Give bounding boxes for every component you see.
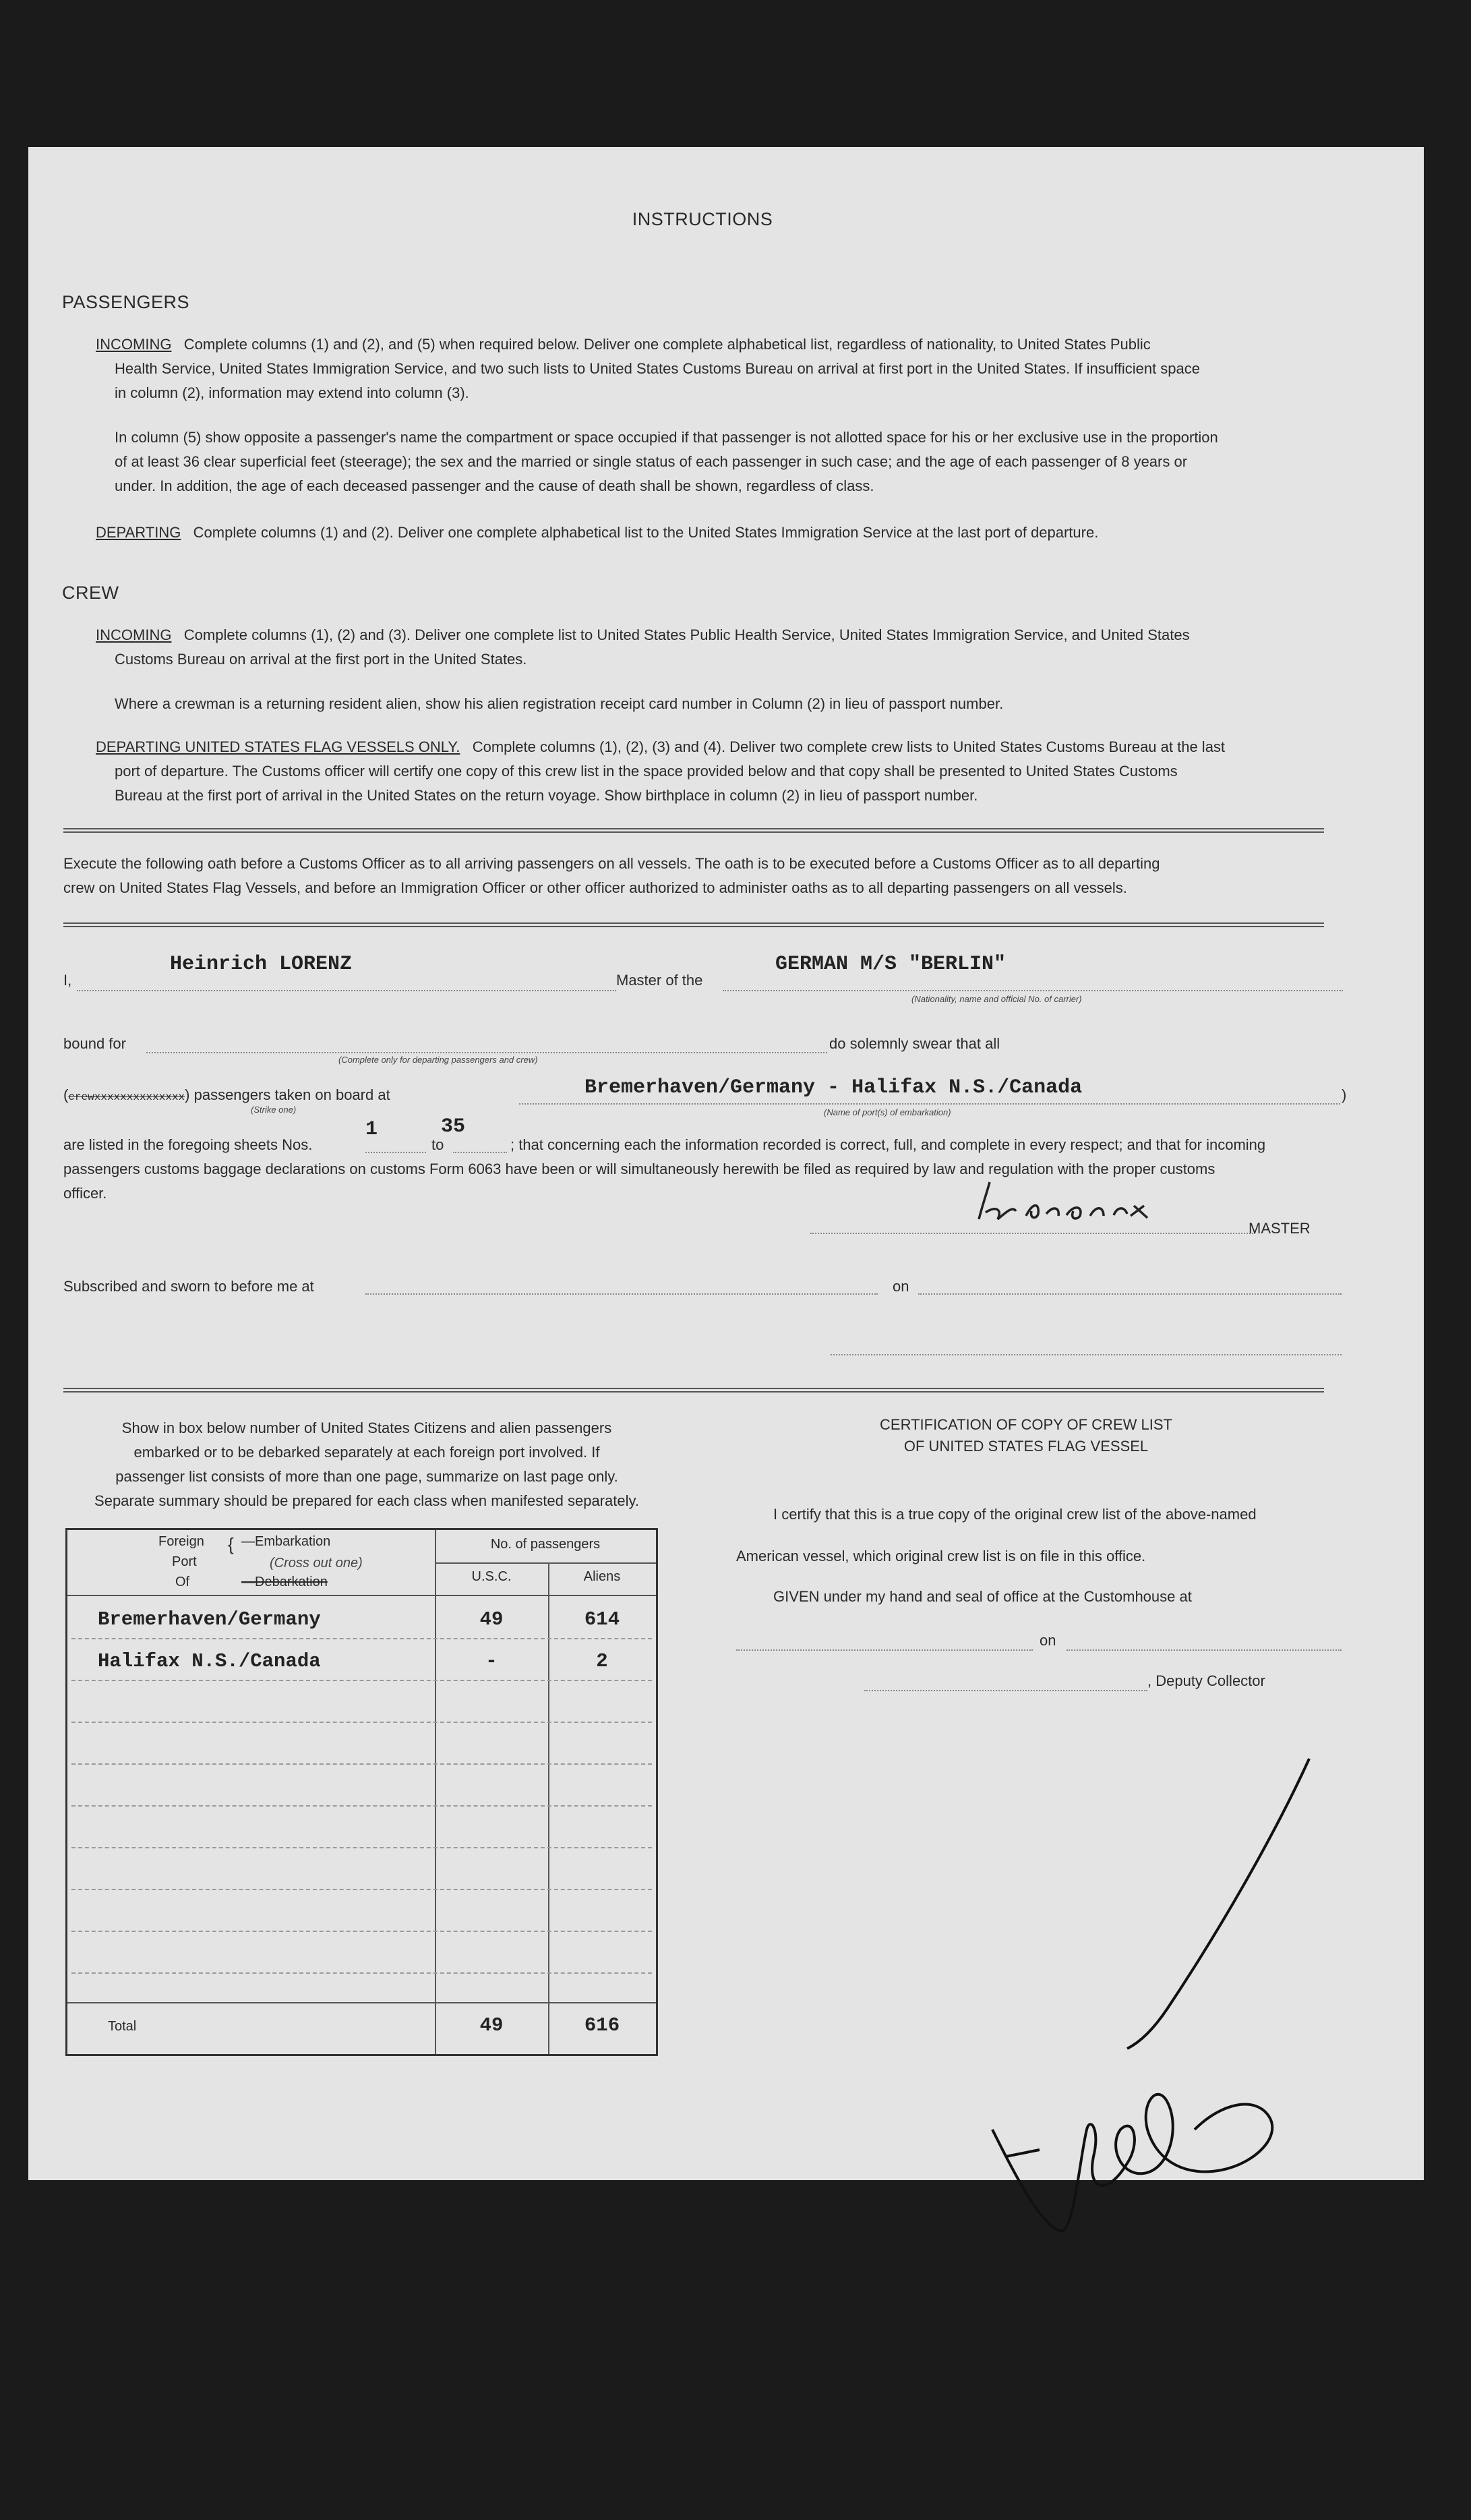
header-cross-out: (Cross out one)	[270, 1556, 363, 1571]
struck-crew: crewxxxxxxxxxxxxxx	[68, 1091, 185, 1103]
subscribed-on-label: on	[893, 1278, 909, 1295]
oath-intro-line-1: Execute the following oath before a Customs Officer as to all arriving passengers on all vessels. The oath is to be executed before a Customs Officer as to all departing	[63, 855, 1160, 872]
total-aliens: 616	[584, 2014, 620, 2036]
summary-note: Show in box below number of United States Citizens and alien passengers embarked or to be debarked separately at each foreign port involved. If passenger list consists of more than one page, summarize on last page only. Separate summary should be prepared for each class when manifested separately.	[94, 1419, 639, 1509]
header-port: Port	[172, 1554, 197, 1569]
passengers-incoming-line-3: in column (2), information may extend into column (3).	[115, 384, 469, 401]
passengers-incoming-line-1: INCOMING Complete columns (1) and (2), and (5) when required below. Deliver one complete alphabetical list, regardless of nationality, to United States Public	[96, 336, 1151, 353]
oath-line-3: officer.	[63, 1185, 107, 1202]
header-of: Of	[175, 1575, 190, 1589]
passengers-incoming-label: INCOMING	[96, 336, 172, 353]
passengers-heading: PASSENGERS	[62, 292, 190, 312]
header-aliens: Aliens	[583, 1569, 621, 1584]
divider	[63, 828, 1324, 833]
bound-for-label: bound for	[63, 1035, 126, 1052]
subscribed-label: Subscribed and sworn to before me at	[63, 1278, 314, 1295]
crew-departing-line-3: Bureau at the first port of arrival in the United States on the return voyage. Show birthplace in column (2) in lieu of passport number.	[115, 787, 978, 804]
passengers-incoming-line-2: Health Service, United States Immigration Service, and two such lists to United States Customs Bureau on arrival at first port in the United States. If insufficient space	[115, 360, 1201, 377]
crew-incoming-line-1: INCOMING Complete columns (1), (2) and (3). Deliver one complete list to United States Public Health Service, United States Immigration Service, and United States	[96, 626, 1190, 643]
divider	[63, 922, 1324, 927]
strike-caption: (Strike one)	[251, 1105, 297, 1115]
page-title: INSTRUCTIONS	[632, 209, 773, 229]
subscribed-place-line	[365, 1293, 878, 1295]
subscribed-date-line	[918, 1293, 1342, 1295]
column5-line-3: under. In addition, the age of each deceased passenger and the cause of death shall be shown, regardless of class.	[115, 477, 874, 494]
master-of-label: Master of the	[616, 972, 703, 989]
brace: {	[228, 1534, 234, 1554]
sheet-from-line	[365, 1152, 426, 1153]
crew-passengers-choice: (crewxxxxxxxxxxxxxx) passengers taken on board at	[63, 1086, 390, 1103]
certification-on-label: on	[1040, 1632, 1056, 1649]
deputy-collector-label: , Deputy Collector	[1147, 1672, 1265, 1689]
form-page	[28, 147, 1424, 2180]
row-2-aliens: 2	[596, 1650, 608, 1672]
crew-departing-line-1: DEPARTING UNITED STATES FLAG VESSELS ONLY. Complete columns (1), (2), (3) and (4). Deliver two complete crew lists to United States Customs Bureau at the last	[96, 738, 1226, 755]
row-1-port: Bremerhaven/Germany	[98, 1608, 321, 1631]
header-embarkation: —Embarkation	[241, 1534, 331, 1549]
passengers-departing: DEPARTING Complete columns (1) and (2). Deliver one complete alphabetical list to the United States Immigration Service at the last port of departure.	[96, 524, 1099, 541]
certification-line-1: I certify that this is a true copy of the original crew list of the above-named	[773, 1506, 1257, 1523]
header-debarkation: —Debarkation	[241, 1575, 328, 1589]
column5-line-1: In column (5) show opposite a passenger's name the compartment or space occupied if that passenger is not allotted space for his or her exclusive use in the proportion	[115, 429, 1218, 446]
crew-returning-note: Where a crewman is a returning resident alien, show his alien registration receipt card number in Column (2) in lieu of passport number.	[115, 695, 1004, 712]
bound-for-line	[146, 1052, 827, 1053]
column5-line-2: of at least 36 clear superficial feet (steerage); the sex and the married or single status of each passenger in such case; and the age of each passenger of 8 years or	[115, 453, 1188, 470]
embarkation-ports: Bremerhaven/Germany - Halifax N.S./Canada	[584, 1076, 1083, 1099]
total-usc: 49	[479, 2014, 504, 2036]
vessel-caption: (Nationality, name and official No. of carrier)	[911, 994, 1082, 1004]
row-1-usc: 49	[479, 1608, 504, 1631]
swear-text: do solemnly swear that all	[829, 1035, 1000, 1052]
certification-title-1: CERTIFICATION OF COPY OF CREW LIST	[880, 1416, 1172, 1433]
master-label: MASTER	[1249, 1220, 1311, 1237]
row-2-port: Halifax N.S./Canada	[98, 1650, 321, 1672]
listed-suffix: ; that concerning each the information recorded is correct, full, and complete in every respect; and that for incoming	[510, 1136, 1266, 1153]
certification-title-2: OF UNITED STATES FLAG VESSEL	[903, 1438, 1149, 1455]
master-signature	[965, 1179, 1235, 1239]
listed-prefix: are listed in the foregoing sheets Nos.	[63, 1136, 313, 1153]
paren-close: )	[1342, 1086, 1347, 1103]
bound-for-caption: (Complete only for departing passengers and crew)	[338, 1055, 538, 1065]
row-1-aliens: 614	[584, 1608, 620, 1631]
master-name: Heinrich LORENZ	[170, 953, 353, 976]
vessel-line	[723, 990, 1343, 991]
certification-line-3: GIVEN under my hand and seal of office at the Customhouse at	[773, 1588, 1192, 1605]
passengers-departing-label: DEPARTING	[96, 524, 181, 541]
row-2-usc: -	[485, 1650, 498, 1672]
ports-caption: (Name of port(s) of embarkation)	[824, 1107, 951, 1117]
passenger-summary-table	[65, 1528, 658, 2056]
header-foreign: Foreign	[158, 1534, 204, 1549]
sheet-from: 1	[365, 1118, 378, 1141]
crew-departing-line-2: port of departure. The Customs officer will certify one copy of this crew list in the space provided below and that copy shall be presented to United States Customs	[115, 763, 1178, 780]
vessel-name: GERMAN M/S "BERLIN"	[775, 953, 1007, 976]
crew-incoming-line-2: Customs Bureau on arrival at the first port in the United States.	[115, 651, 527, 668]
header-usc: U.S.C.	[471, 1569, 512, 1584]
crew-departing-label: DEPARTING UNITED STATES FLAG VESSELS ONLY.	[96, 738, 460, 755]
oath-intro-line-2: crew on United States Flag Vessels, and before an Immigration Officer or other officer authorized to administer oaths as to all departing passengers on all vessels.	[63, 879, 1127, 896]
official-signature	[965, 1752, 1343, 2258]
total-label: Total	[108, 2019, 137, 2034]
sheet-to-line	[453, 1152, 507, 1153]
sheet-to: 35	[441, 1115, 466, 1138]
officer-signature-line	[831, 1354, 1342, 1355]
master-name-line	[77, 990, 616, 991]
header-no-of-passengers: No. of passengers	[490, 1537, 601, 1552]
divider	[63, 1388, 1324, 1393]
certification-line-2: American vessel, which original crew list is on file in this office.	[736, 1548, 1146, 1564]
oath-line-2: passengers customs baggage declarations on customs Form 6063 have been or will simultaneously herewith be filed as required by law and regulation with the proper customs	[63, 1161, 1215, 1177]
oath-i-label: I,	[63, 972, 72, 989]
to-label: to	[431, 1136, 444, 1153]
certification-date-line	[1067, 1649, 1342, 1651]
crew-incoming-label: INCOMING	[96, 626, 172, 643]
crew-heading: CREW	[62, 583, 119, 603]
deputy-signature-line	[864, 1690, 1147, 1691]
ports-line	[519, 1103, 1340, 1105]
customhouse-line	[736, 1649, 1033, 1651]
